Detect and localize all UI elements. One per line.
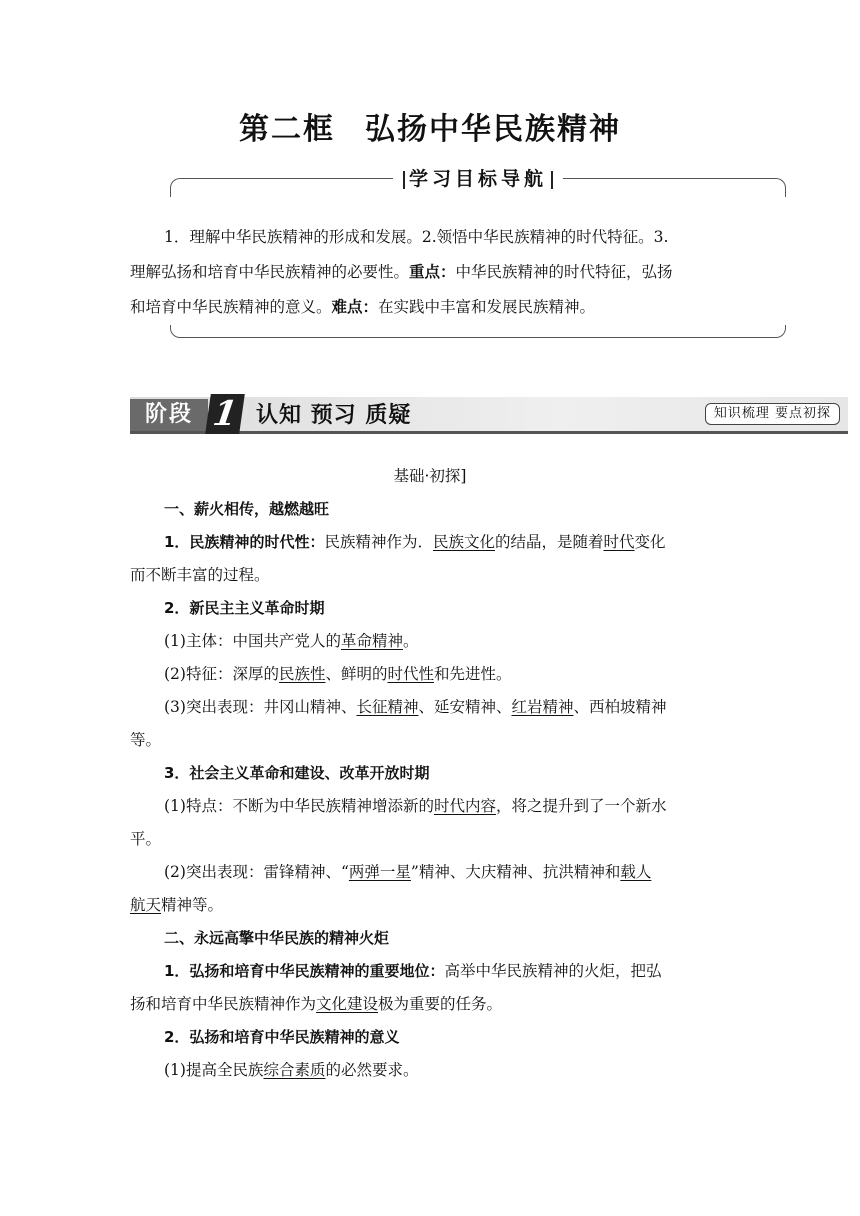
paragraph: 等。 [130,731,162,749]
title-part2: 弘扬中华民族精神 [365,112,621,147]
stage-number: 1 [205,394,245,434]
item-heading: 2．新民主主义革命时期 [164,599,325,617]
stage-banner [130,394,848,434]
paragraph: (1)主体：中国共产党人的革命精神。 [164,632,419,650]
item-heading: 2．弘扬和培育中华民族精神的意义 [164,1028,400,1046]
objectives-bottom-border [170,325,786,338]
key-point-label: 重点： [409,263,456,281]
paragraph: 扬和培育中华民族精神作为文化建设极为重要的任务。 [130,995,503,1013]
paragraph: 航天精神等。 [130,896,224,914]
page-title [0,104,860,148]
paragraph: (1)特点：不断为中华民族精神增添新的时代内容，将之提升到了一个新水 [164,797,667,815]
item-heading: 3．社会主义革命和建设、改革开放时期 [164,764,430,782]
paragraph: 1．民族精神的时代性：民族精神作为．民族文化的结晶，是随着时代变化 [164,533,666,551]
paragraph: 1．弘扬和培育中华民族精神的重要地位：高举中华民族精神的火炬，把弘 [164,962,662,980]
stage-title: 认知 预习 质疑 [256,402,412,428]
section-heading-1: 一、薪火相传，越燃越旺 [164,500,330,518]
paragraph: (2)突出表现：雷锋精神、“两弹一星”精神、大庆精神、抗洪精神和载人 [164,863,652,881]
objectives-label: 学习目标导航 [393,164,563,191]
main-content [130,460,730,1087]
stage-label: 阶段 [130,399,208,431]
stage-tag: 知识梳理 要点初探 [705,403,840,425]
paragraph: (2)特征：深厚的民族性、鲜明的时代性和先进性。 [164,665,512,683]
paragraph: (3)突出表现：井冈山精神、长征精神、延安精神、红岩精神、西柏坡精神 [164,698,667,716]
objectives-text: 1．理解中华民族精神的形成和发展。2.领悟中华民族精神的时代特征。3. 理解弘扬和培育中华民族精神的必要性。重点：中华民族精神的时代特征，弘扬 和培育中华民族精神的意义。难点：在实践中丰富和发展民族精神。 [130,228,673,316]
paragraph: (1)提高全民族综合素质的必然要求。 [164,1061,419,1079]
paragraph: 而不断丰富的过程。 [130,566,270,584]
title-part1: 第二框 [239,112,335,147]
subheading: 基础·初探] [393,467,467,485]
paragraph: 平。 [130,830,162,848]
difficulty-label: 难点： [331,298,379,316]
section-heading-2: 二、永远高擎中华民族的精神火炬 [164,929,390,947]
